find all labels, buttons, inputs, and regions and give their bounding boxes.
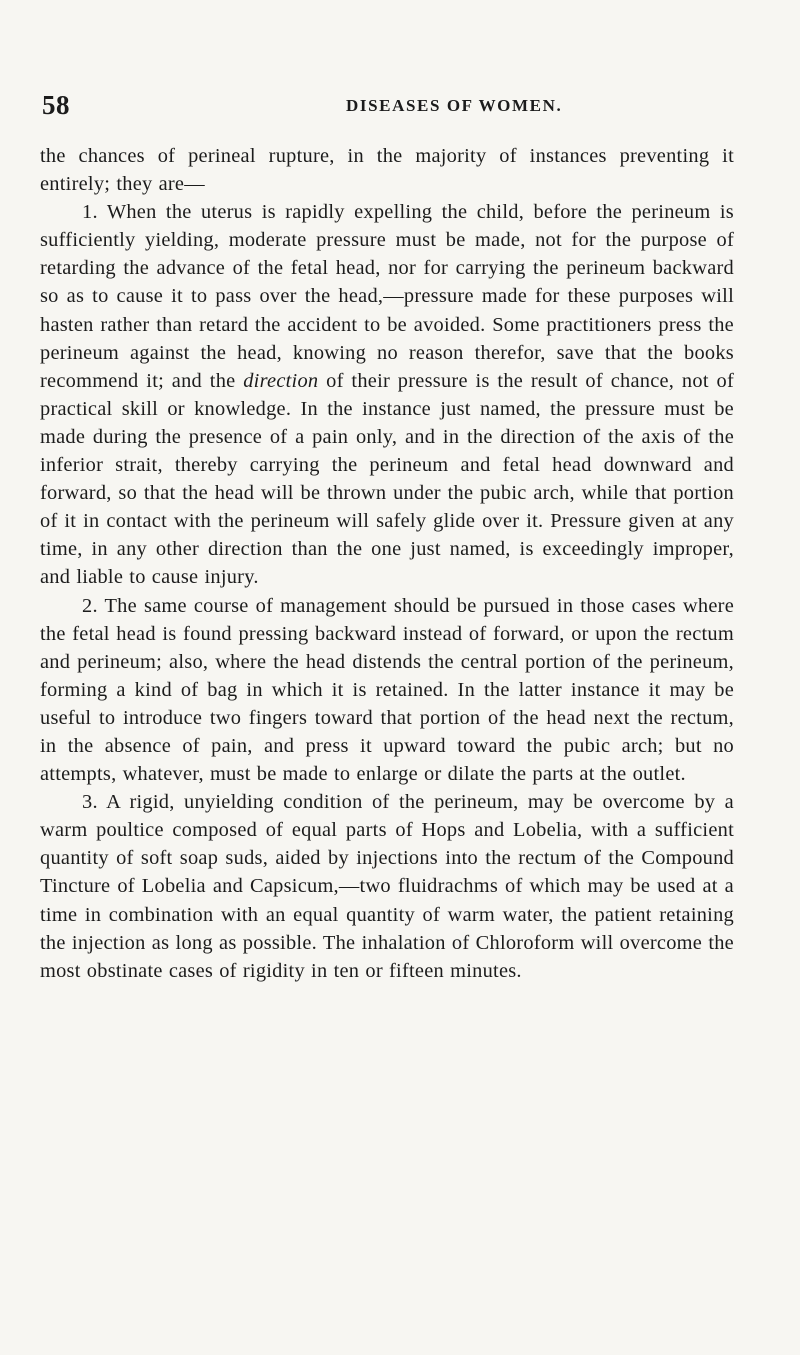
emphasis-direction: direction (243, 369, 319, 392)
page-number: 58 (42, 90, 70, 120)
paragraph-1-part-b: of their pressure is the result of chance, not of practical skill or knowledge. In the instance just named, the pressure must be made during the presence of a pain only, and in the direction of the axis of the inferior strait, thereby carrying the perineum and fetal head downward and forward, so that the head will be thrown under the pubic arch, while that portion of it in contact with the perineum will safely glide over it. Pressure given at any time, in any other direction than the one just named, is exceedingly improper, and liable to cause injury. (40, 369, 734, 589)
paragraph-1 (40, 198, 734, 591)
body-text (40, 142, 734, 985)
running-head: DISEASES OF WOMEN. (346, 96, 563, 115)
paragraph-2: 2. The same course of management should be pursued in those cases where the fetal head is found pressing backward instead of forward, or upon the rectum and perineum; also, where the head distends the central portion of the perineum, forming a kind of bag in which it is retained. In the latter instance it may be useful to introduce two fingers toward that portion of the head next the rectum, in the absence of pain, and press it upward toward the pubic arch; but no attempts, whatever, must be made to enlarge or dilate the parts at the outlet. (40, 594, 734, 786)
paragraph-1-part-a: 1. When the uterus is rapidly expelling the child, before the perineum is sufficiently yielding, moderate pressure must be made, not for the purpose of retarding the advance of the fetal head, nor for carrying the perineum backward so as to cause it to pass over the head,—pressure made for these purposes will hasten rather than retard the accident to be avoided. Some practitioners press the perineum against the head, knowing no reason therefor, save that the books recommend it; and the (40, 201, 734, 392)
paragraph-continued: the chances of perineal rupture, in the majority of instances preventing it entirely; they are— (40, 145, 734, 196)
paragraph-3: 3. A rigid, unyielding condition of the perineum, may be overcome by a warm poultice composed of equal parts of Hops and Lobelia, with a sufficient quantity of soft soap suds, aided by injections into the rectum of the Compound Tincture of Lobelia and Capsicum,—two fluidrachms of which may be used at a time in combination with an equal quantity of warm water, the patient retaining the injection as long as possible. The inhalation of Chloroform will overcome the most obstinate cases of rigidity in ten or fifteen minutes. (40, 791, 734, 982)
page-header (42, 90, 758, 122)
